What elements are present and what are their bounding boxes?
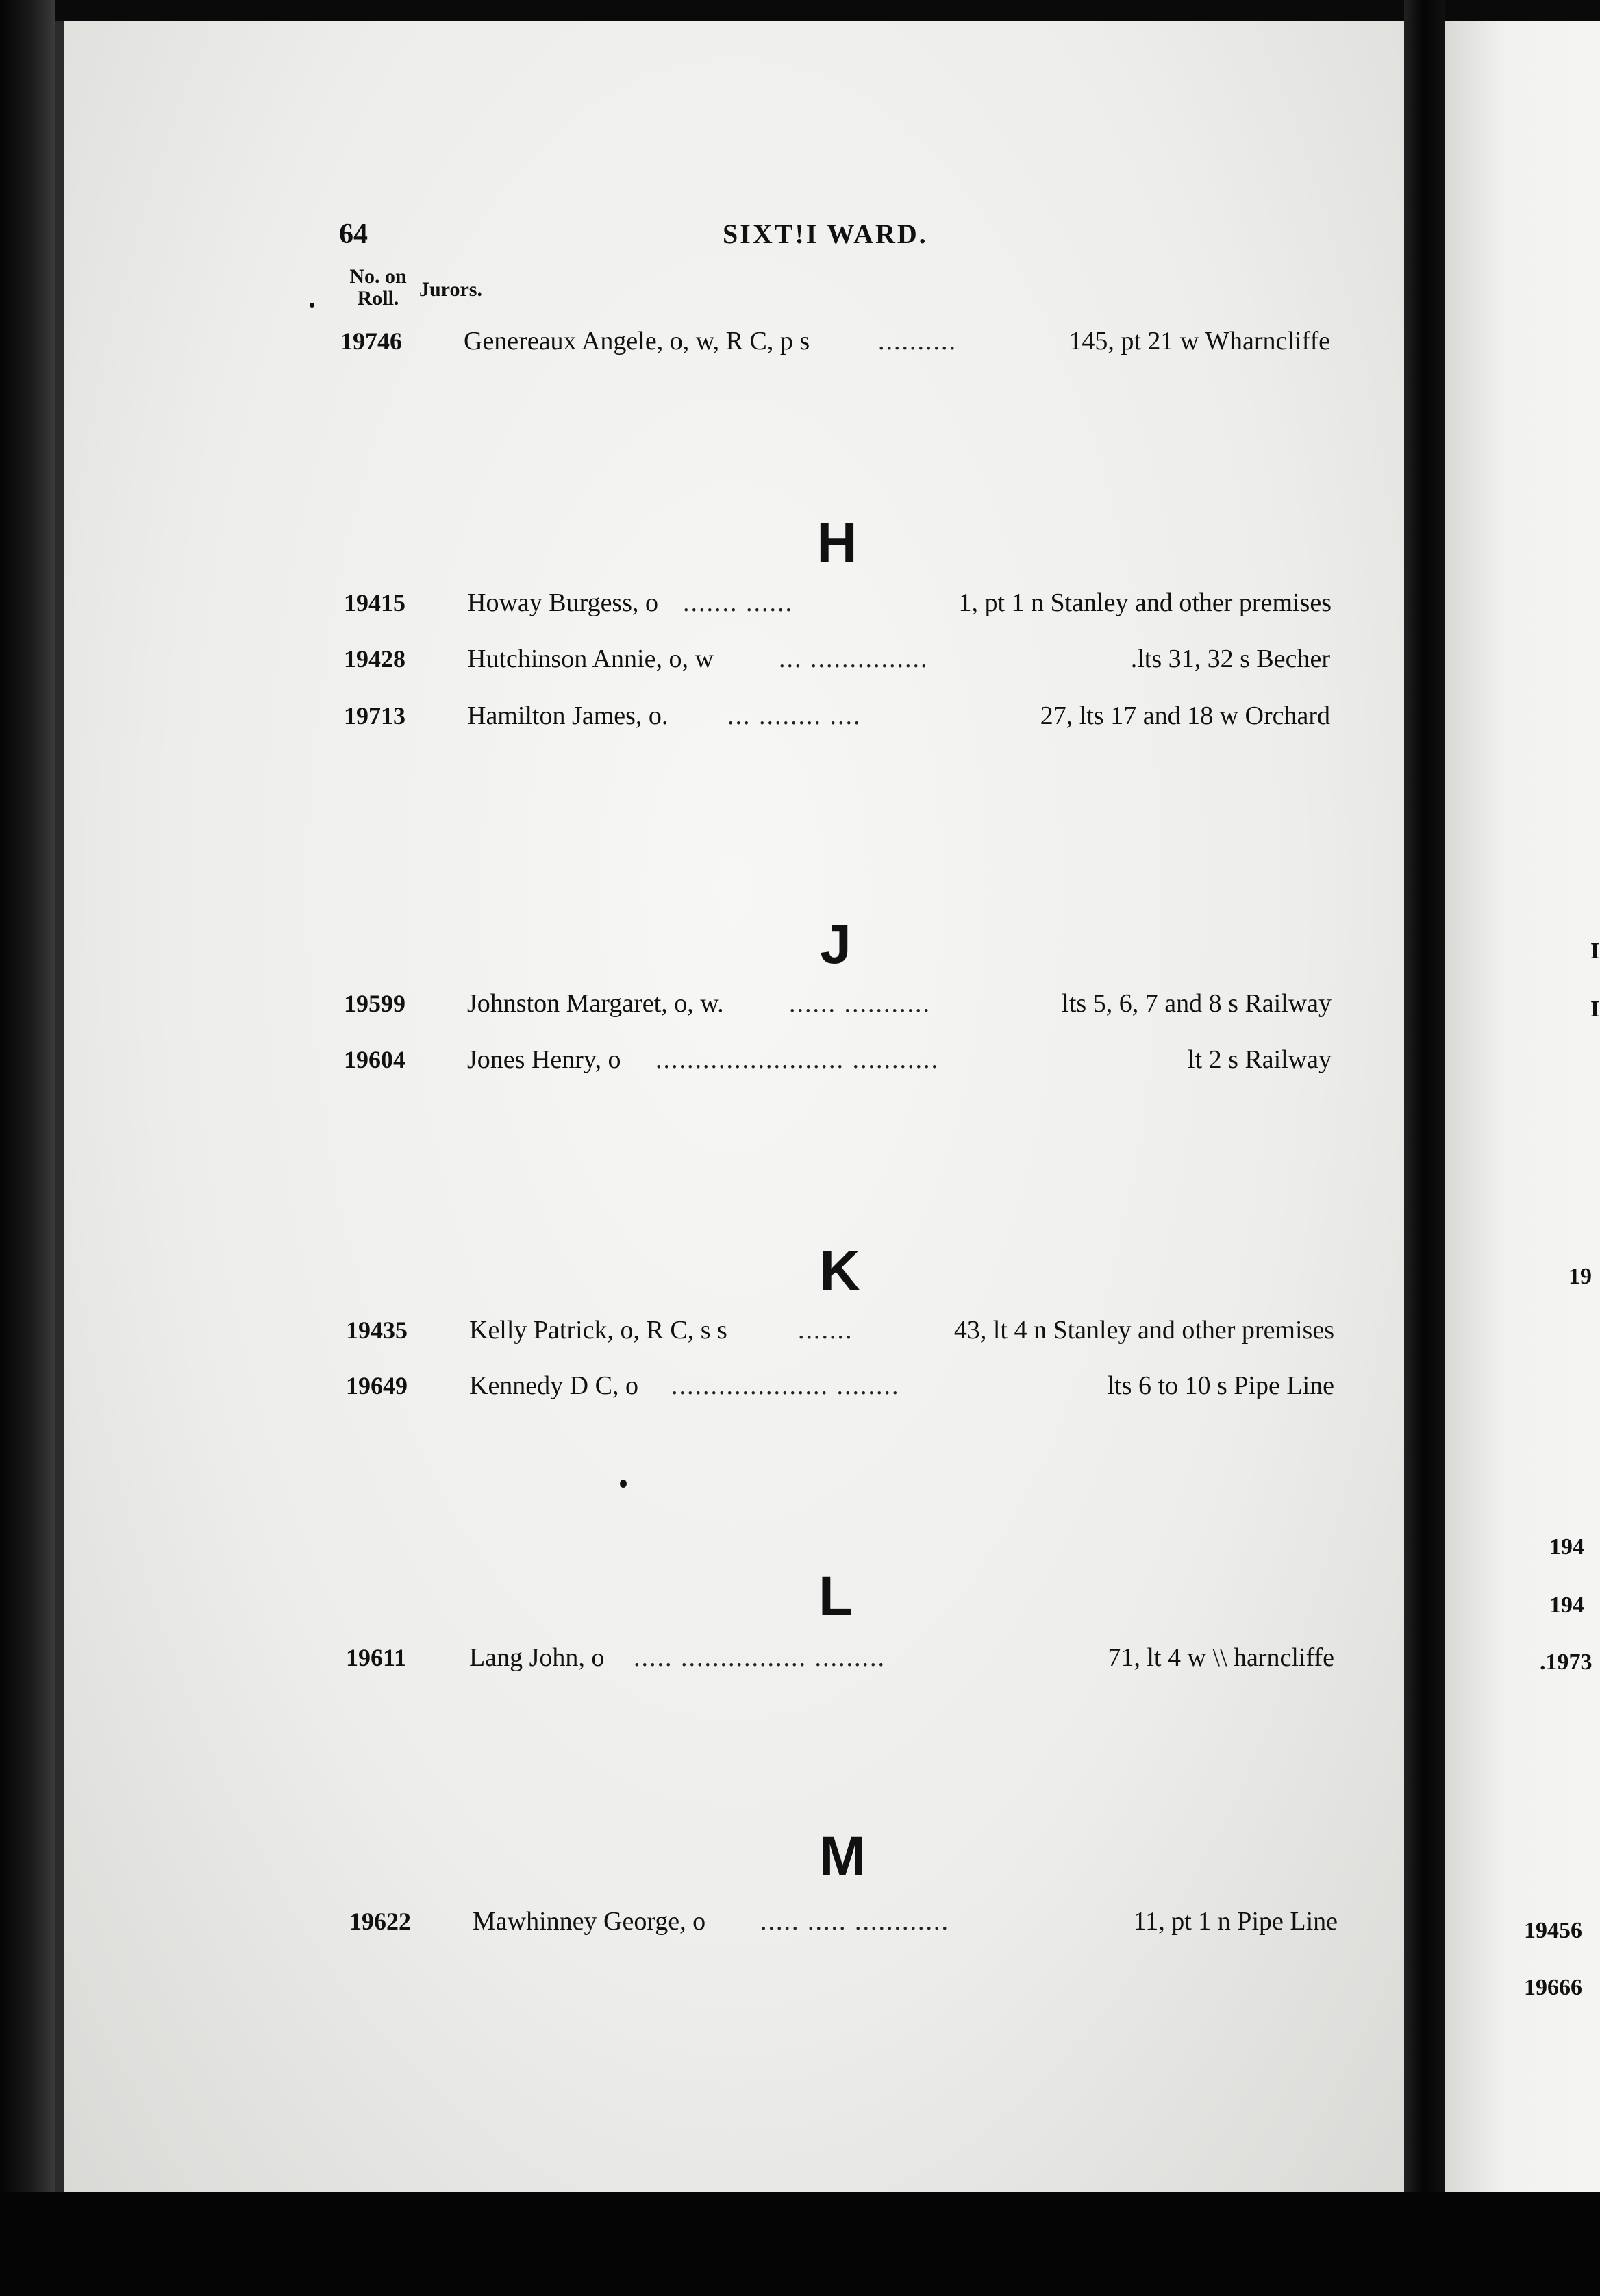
juror-name: Hamilton James, o. [467, 701, 668, 730]
roll-number: 19649 [346, 1372, 408, 1399]
roll-entry [344, 642, 1330, 676]
running-title: SIXT!I WARD. [723, 219, 928, 249]
roll-number: 19713 [344, 702, 405, 729]
adjacent-page-fragment: 194 [1549, 1534, 1584, 1560]
roll-entry [346, 1313, 1334, 1347]
property-location: 71, lt 4 w \\ harncliffe [1108, 1643, 1334, 1672]
property-location: 11, pt 1 n Pipe Line [1133, 1907, 1338, 1936]
roll-entry [344, 586, 1332, 620]
section-letter-l: L [818, 1565, 853, 1627]
scan-border-bottom [0, 2192, 1600, 2296]
property-location: 145, pt 21 w Wharncliffe [1068, 327, 1330, 355]
roll-entry [344, 699, 1330, 733]
roll-entry [349, 1904, 1338, 1938]
dot-leader: ....... [798, 1316, 853, 1345]
dot-leader: .......... [878, 327, 957, 355]
roll-entry [346, 1640, 1334, 1675]
book-gutter [1404, 0, 1445, 2296]
roll-entry [340, 324, 1330, 358]
roll-number: 19611 [346, 1644, 407, 1671]
section-letter-h: H [816, 512, 858, 574]
adjacent-page-fragment: .1973 [1540, 1649, 1592, 1675]
adjacent-page-fragment: 19 [1568, 1264, 1592, 1289]
section-letter-k: K [819, 1240, 860, 1302]
ink-speck [620, 1480, 627, 1488]
property-location: 1, pt 1 n Stanley and other premises [958, 588, 1332, 617]
juror-name: Hutchinson Annie, o, w [467, 645, 714, 673]
dot-leader: ........................ ........... [655, 1045, 939, 1074]
adjacent-page-fragment: 19666 [1524, 1975, 1582, 2000]
dot-leader: .................... ........ [671, 1371, 900, 1400]
adjacent-page-fragment: I [1590, 997, 1600, 1022]
scan-border-left [0, 0, 55, 2296]
juror-name: Genereaux Angele, o, w, R C, p s [464, 327, 810, 355]
ink-speck [310, 303, 314, 308]
dot-leader: ..... ..... ............ [760, 1907, 949, 1936]
adjacent-page-fragment: 19456 [1524, 1918, 1582, 1943]
roll-number: 19746 [340, 327, 402, 355]
adjacent-page-fragment: I [1590, 938, 1600, 964]
juror-name: Kennedy D C, o [469, 1371, 638, 1400]
roll-number: 19435 [346, 1317, 408, 1344]
dot-leader: ..... ................ ......... [634, 1643, 886, 1672]
juror-name: Lang John, o [469, 1643, 605, 1672]
adjacent-page-edge [1445, 21, 1600, 2192]
juror-name: Jones Henry, o [467, 1045, 621, 1074]
column-header-jurors: Jurors. [419, 278, 482, 301]
column-header-roll-line1: No. on [349, 265, 407, 288]
adjacent-page-fragment: 194 [1549, 1593, 1584, 1618]
column-header-roll-line2: Roll. [357, 287, 399, 310]
dot-leader: ...... ........... [789, 989, 931, 1018]
section-letter-m: M [818, 1825, 866, 1888]
property-location: lts 6 to 10 s Pipe Line [1107, 1371, 1334, 1400]
property-location: .lts 31, 32 s Becher [1130, 645, 1330, 673]
page-header [339, 218, 1332, 259]
juror-name: Howay Burgess, o [467, 588, 659, 617]
section-letter-j: J [820, 913, 851, 975]
roll-number: 19415 [344, 589, 405, 616]
property-location: 43, lt 4 n Stanley and other premises [953, 1316, 1334, 1345]
juror-name: Kelly Patrick, o, R C, s s [469, 1316, 727, 1345]
dot-leader: ... ............... [779, 645, 929, 673]
page-number: 64 [339, 219, 368, 250]
column-header-roll-number [340, 266, 416, 310]
dot-leader: ... ........ .... [727, 701, 862, 730]
roll-entry [344, 1043, 1332, 1077]
dot-leader: ....... ...... [683, 588, 793, 617]
roll-entry [344, 986, 1332, 1021]
property-location: lt 2 s Railway [1187, 1045, 1332, 1074]
property-location: lts 5, 6, 7 and 8 s Railway [1062, 989, 1332, 1018]
roll-number: 19622 [349, 1908, 411, 1935]
roll-number: 19599 [344, 990, 405, 1017]
property-location: 27, lts 17 and 18 w Orchard [1040, 701, 1330, 730]
roll-entry [346, 1369, 1334, 1403]
roll-number: 19428 [344, 645, 405, 673]
juror-name: Mawhinney George, o [473, 1907, 706, 1936]
roll-number: 19604 [344, 1046, 405, 1073]
juror-name: Johnston Margaret, o, w. [467, 989, 724, 1018]
